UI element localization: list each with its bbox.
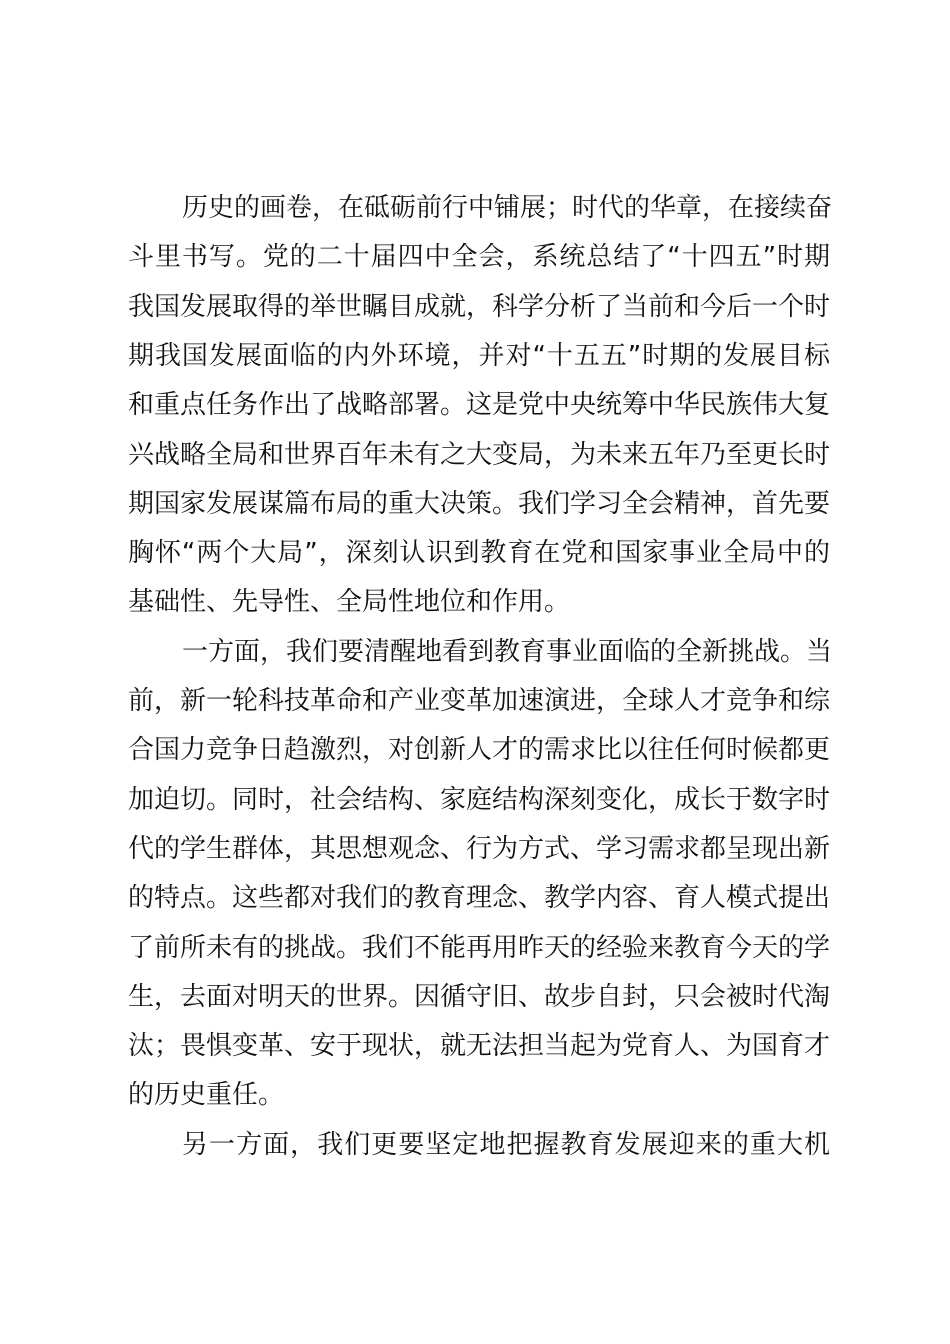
- text-line: 我国发展取得的举世瞩目成就，科学分析了当前和今后一个时: [128, 291, 831, 322]
- text-line: 前，新一轮科技革命和产业变革加速演进，全球人才竞争和综: [128, 686, 831, 716]
- text-line: 和重点任务作出了战略部署。这是党中央统筹中华民族伟大复: [128, 390, 831, 421]
- text-line: 了前所未有的挑战。我们不能再用昨天的经验来教育今天的学: [128, 932, 831, 963]
- text-line: 期我国发展面临的内外环境，并对“十五五”时期的发展目标: [128, 340, 830, 371]
- text-line: 兴战略全局和世界百年未有之大变局，为未来五年乃至更长时: [128, 439, 831, 470]
- text-line: 一方面，我们要清醒地看到教育事业面临的全新挑战。当: [182, 636, 833, 667]
- text-line: 斗里书写。党的二十届四中全会，系统总结了“十四五”时期: [128, 242, 830, 273]
- text-line: 合国力竞争日趋激烈，对创新人才的需求比以往任何时候都更: [128, 735, 831, 766]
- text-line: 汰；畏惧变革、安于现状，就无法担当起为党育人、为国育才: [128, 1031, 831, 1062]
- text-line: 的特点。这些都对我们的教育理念、教学内容、育人模式提出: [128, 883, 831, 914]
- text-line: 代的学生群体，其思想观念、行为方式、学习需求都呈现出新: [128, 833, 831, 864]
- text-line: 基础性、先导性、全局性地位和作用。: [128, 587, 571, 618]
- text-line: 另一方面，我们更要坚定地把握教育发展迎来的重大机: [182, 1129, 830, 1160]
- text-line: 加迫切。同时，社会结构、家庭结构深刻变化，成长于数字时: [128, 784, 831, 815]
- text-line: 历史的画卷，在砥砺前行中铺展；时代的华章，在接续奋: [182, 193, 833, 223]
- text-line: 胸怀“两个大局”，深刻认识到教育在党和国家事业全局中的: [128, 538, 830, 569]
- text-line: 的历史重任。: [128, 1080, 285, 1111]
- text-line: 生，去面对明天的世界。因循守旧、故步自封，只会被时代淘: [128, 981, 831, 1012]
- text-line: 期国家发展谋篇布局的重大决策。我们学习全会精神，首先要: [128, 488, 831, 519]
